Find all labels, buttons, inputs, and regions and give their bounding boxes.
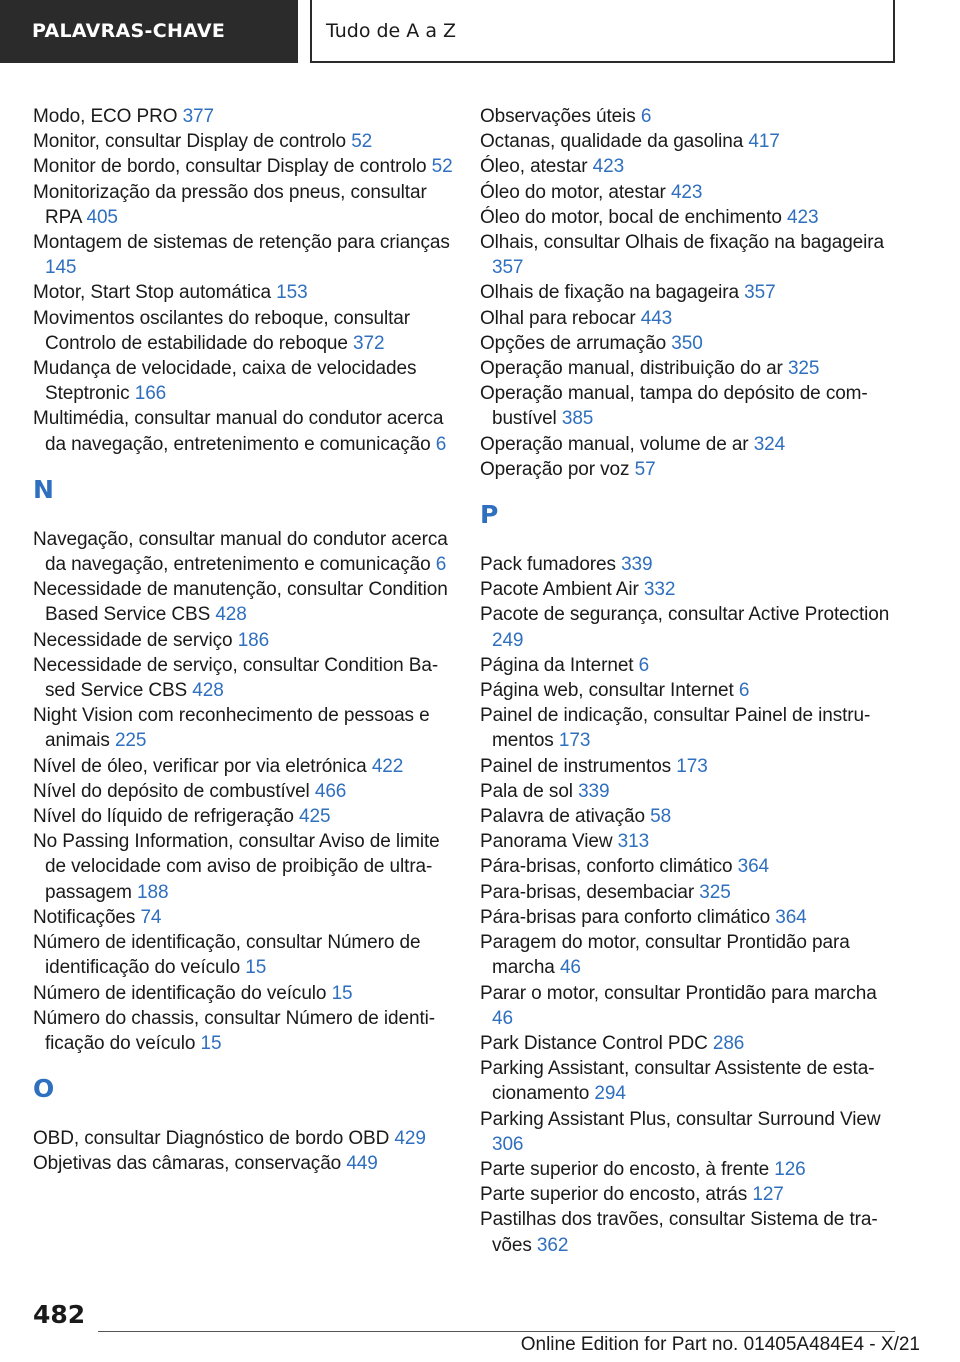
index-entry [33, 628, 453, 653]
index-letter-heading: P [480, 500, 499, 530]
page-number: 482 [33, 1300, 86, 1329]
index-entry-term: Página web, consultar Internet [480, 680, 739, 702]
index-entry-term: Número do chassis, consultar Número de identificação do veículo [33, 1007, 436, 1054]
index-entry-page-link[interactable]: 58 [650, 806, 672, 828]
page-subtitle: Tudo de A a Z [312, 0, 895, 63]
index-entry-term: Óleo do motor, atestar [480, 181, 671, 203]
index-entry [33, 527, 453, 577]
index-entry [33, 577, 453, 627]
index-entry-page-link[interactable]: 357 [744, 282, 776, 304]
index-entry-page-link[interactable]: 188 [137, 881, 169, 903]
index-entry [480, 280, 900, 305]
index-entry [33, 104, 453, 129]
index-entry [33, 180, 453, 230]
index-entry-page-link[interactable]: 225 [114, 730, 147, 752]
index-entry-page-link[interactable]: 166 [134, 383, 167, 405]
index-entry [33, 230, 453, 280]
index-entry-term: Mudança de velocidade, caixa de velocidades Steptronic [33, 358, 417, 405]
index-entry-page-link[interactable]: 15 [245, 957, 267, 979]
index-entry-term: Óleo do motor, bocal de enchimento [480, 206, 788, 228]
index-entry-page-link[interactable]: 74 [140, 906, 162, 928]
index-entry [33, 779, 453, 804]
index-entry [480, 1107, 900, 1157]
index-entry-page-link[interactable]: 325 [699, 881, 731, 903]
index-entry [480, 552, 900, 577]
index-entry-page-link[interactable]: 294 [594, 1083, 626, 1105]
index-entry-page-link[interactable]: 417 [748, 131, 780, 153]
index-entry [33, 1151, 453, 1176]
index-entry [33, 306, 453, 356]
index-entry-term: Monitor, consultar Display de controlo [33, 131, 352, 153]
index-entry [480, 754, 900, 779]
index-entry-term: Necessidade de manutenção, consultar Condition Based Service CBS [33, 579, 448, 626]
index-entry-term: Olhais de fixação na bagageira [480, 282, 745, 304]
index-entry-page-link[interactable]: 350 [671, 332, 703, 354]
index-entry-term: Panorama View [480, 831, 618, 853]
index-entry-page-link[interactable]: 357 [492, 257, 524, 279]
index-entry [480, 432, 900, 457]
index-entry-term: Pacote Ambient Air [480, 579, 644, 601]
index-entry-page-link[interactable]: 405 [86, 206, 118, 228]
index-entry [480, 205, 900, 230]
index-entry [480, 457, 900, 482]
index-entry-page-link[interactable]: 6 [638, 654, 650, 676]
index-entry-page-link[interactable]: 15 [331, 982, 353, 1004]
index-entry-page-link[interactable]: 362 [536, 1234, 569, 1256]
index-entry-page-link[interactable]: 186 [237, 629, 270, 651]
index-entry-term: Observações úteis [480, 106, 641, 127]
footer-divider [98, 1331, 895, 1332]
index-entry [480, 1182, 900, 1207]
index-entry-term: Objetivas das câmaras, conservação [33, 1153, 347, 1175]
index-entry-term: Monitorização da pressão dos pneus, consultar RPA [33, 181, 427, 228]
index-entry [480, 804, 900, 829]
index-entry [480, 129, 900, 154]
index-entry [480, 356, 900, 381]
index-entry [480, 981, 900, 1031]
index-entry-term: Pacote de segurança, consultar Active Protection [480, 604, 890, 626]
index-entry-term: Olhal para rebocar [480, 307, 641, 329]
index-entry-page-link[interactable]: 6 [435, 554, 447, 576]
index-entry-page-link[interactable]: 429 [394, 1128, 426, 1150]
index-entry-page-link[interactable]: 126 [774, 1158, 806, 1180]
index-entry-page-link[interactable]: 15 [200, 1032, 222, 1054]
index-entry-term: Multimédia, consultar manual do condutor acerca da navegação, entretenimento e comunicação [33, 408, 444, 455]
index-entry [33, 653, 453, 703]
index-entry-term: Nível do depósito de combustível [33, 780, 315, 802]
index-entry [480, 1031, 900, 1056]
index-entry-page-link[interactable]: 324 [753, 433, 786, 455]
index-column-left [33, 104, 453, 1177]
index-entry-term: Pack fumadores [480, 554, 622, 576]
index-entry [33, 804, 453, 829]
index-entry-page-link[interactable]: 52 [351, 131, 373, 153]
index-entry-term: Necessidade de serviço [33, 629, 238, 651]
index-entry-page-link[interactable]: 339 [578, 780, 610, 802]
index-entry-page-link[interactable]: 6 [738, 680, 750, 702]
index-entry-term: Montagem de sistemas de retenção para crianças [33, 232, 450, 254]
index-entry [480, 678, 900, 703]
index-entry-term: Óleo, atestar [480, 156, 593, 178]
index-entry-term: Movimentos oscilantes do reboque, consultar Controlo de estabilidade do reboque [33, 307, 410, 354]
index-entry [33, 829, 453, 905]
index-entry [480, 1056, 900, 1106]
index-entry [33, 754, 453, 779]
index-entry-term: Necessidade de serviço, consultar Condition Based Service CBS [33, 654, 439, 702]
index-entry-term: Operação manual, distribuição do ar [480, 358, 788, 380]
index-entry-page-link[interactable]: 249 [492, 629, 524, 651]
index-entry [480, 905, 900, 930]
index-entry [480, 829, 900, 854]
index-entry-term: Monitor de bordo, consultar Display de controlo [33, 156, 432, 178]
index-entry-page-link[interactable]: 422 [371, 755, 404, 777]
index-entry [480, 577, 900, 602]
section-tab: PALAVRAS-CHAVE [0, 0, 298, 63]
index-entry-term: OBD, consultar Diagnóstico de bordo OBD [33, 1128, 395, 1150]
index-entry [33, 129, 453, 154]
index-entry-term: Operação por voz [480, 458, 635, 480]
index-entry-page-link[interactable]: 385 [561, 408, 594, 430]
index-entry-page-link[interactable]: 377 [182, 106, 214, 127]
index-entry-term: No Passing Information, consultar Aviso de limite de velocidade com aviso de proibição de ultrapassagem [33, 831, 440, 903]
index-entry-page-link[interactable]: 286 [712, 1032, 745, 1054]
index-entry-page-link[interactable]: 339 [621, 554, 653, 576]
index-entry [33, 930, 453, 980]
index-column-right [480, 104, 900, 1258]
index-entry [480, 1207, 900, 1257]
index-entry-page-link[interactable]: 46 [559, 957, 581, 979]
index-entry-page-link[interactable]: 443 [640, 307, 673, 329]
index-entry-term: Parte superior do encosto, atrás [480, 1184, 753, 1206]
index-entry [480, 1157, 900, 1182]
index-entry-term: Paragem do motor, consultar Prontidão para marcha [480, 932, 850, 979]
index-entry [480, 381, 900, 431]
index-entry-page-link[interactable]: 332 [643, 579, 676, 601]
index-entry [480, 703, 900, 753]
index-entry-term: Nível do líquido de refrigeração [33, 806, 300, 828]
index-entry-term: Painel de indicação, consultar Painel de instrumentos [480, 705, 871, 752]
index-entry [33, 1126, 453, 1151]
index-entry-term: Parking Assistant, consultar Assistente de estacionamento [480, 1058, 875, 1105]
index-entry [480, 154, 900, 179]
index-entry-page-link[interactable]: 423 [670, 181, 703, 203]
index-entry-term: Número de identificação do veículo [33, 982, 332, 1004]
edition-info: Online Edition for Part no. 01405A484E4 - X/21 [520, 1334, 920, 1355]
index-letter-heading: O [33, 1074, 55, 1104]
index-entry [33, 280, 453, 305]
index-entry-page-link[interactable]: 428 [192, 680, 224, 702]
index-entry-page-link[interactable]: 449 [346, 1153, 378, 1175]
index-entry-page-link[interactable]: 313 [617, 831, 650, 853]
index-entry-term: Operação manual, tampa do depósito de combustível [480, 383, 868, 430]
index-entry [33, 406, 453, 456]
index-entry [480, 779, 900, 804]
index-entry-term: Opções de arrumação [480, 332, 672, 354]
index-entry-term: Octanas, qualidade da gasolina [480, 131, 749, 153]
index-entry-term: Pára-brisas para conforto climático [480, 906, 776, 928]
index-entry-page-link[interactable]: 173 [558, 730, 591, 752]
index-entry-page-link[interactable]: 428 [215, 604, 247, 626]
index-entry [480, 653, 900, 678]
index-entry-page-link[interactable]: 364 [775, 906, 807, 928]
index-entry-page-link[interactable]: 127 [752, 1184, 784, 1206]
index-entry-term: Night Vision com reconhecimento de pessoas e animais [33, 705, 430, 752]
index-letter-heading: N [33, 474, 54, 504]
index-entry [33, 981, 453, 1006]
index-entry-term: Park Distance Control PDC [480, 1032, 713, 1054]
index-entry-page-link[interactable]: 173 [676, 755, 708, 777]
index-entry [33, 154, 453, 179]
index-entry [480, 880, 900, 905]
index-entry-term: Pára-brisas, conforto climático [480, 856, 738, 878]
index-entry-term: Palavra de ativação [480, 806, 651, 828]
index-entry [480, 854, 900, 879]
index-entry-term: Motor, Start Stop automática [33, 282, 277, 304]
index-entry-term: Olhais, consultar Olhais de fixação na bagageira [480, 232, 884, 254]
index-entry [480, 602, 900, 652]
index-entry-page-link[interactable]: 57 [634, 458, 656, 480]
index-entry-page-link[interactable]: 46 [492, 1007, 513, 1029]
index-entry-term: Nível de óleo, verificar por via eletrónica [33, 755, 372, 777]
index-entry [480, 180, 900, 205]
index-entry-page-link[interactable]: 372 [353, 332, 385, 354]
index-entry-term: Pala de sol [480, 780, 579, 802]
index-entry [480, 230, 900, 280]
index-entry [33, 905, 453, 930]
index-entry-page-link[interactable]: 153 [276, 282, 308, 304]
index-entry-page-link[interactable]: 52 [431, 156, 453, 178]
index-entry-term: Operação manual, volume de ar [480, 433, 754, 455]
index-entry-term: Parar o motor, consultar Prontidão para marcha [480, 982, 877, 1004]
index-entry [480, 331, 900, 356]
index-entry [33, 1006, 453, 1056]
index-entry-term: Notificações [33, 906, 141, 928]
index-entry-term: Página da Internet [480, 654, 639, 676]
index-entry-page-link[interactable]: 6 [640, 106, 652, 127]
index-entry-term: Número de identificação, consultar Número de identificação do veículo [33, 932, 421, 979]
index-entry-page-link[interactable]: 423 [787, 206, 819, 228]
index-entry-term: Parking Assistant Plus, consultar Surround View [480, 1108, 881, 1130]
index-entry-term: Parte superior do encosto, à frente [480, 1158, 775, 1180]
index-entry-term: Navegação, consultar manual do condutor acerca da navegação, entretenimento e comunicação [33, 528, 448, 576]
index-entry-term: Painel de instrumentos [480, 755, 677, 777]
index-entry-page-link[interactable]: 364 [737, 856, 770, 878]
index-entry [33, 703, 453, 753]
index-entry-page-link[interactable]: 145 [45, 257, 77, 279]
index-entry-page-link[interactable]: 306 [492, 1133, 524, 1155]
index-entry [480, 104, 900, 129]
index-entry-term: Para-brisas, desembaciar [480, 881, 700, 903]
index-entry [33, 356, 453, 406]
index-entry-page-link[interactable]: 325 [787, 358, 820, 380]
index-entry-page-link[interactable]: 425 [299, 806, 331, 828]
index-entry-page-link[interactable]: 423 [592, 156, 625, 178]
index-entry-page-link[interactable]: 6 [435, 433, 447, 455]
index-entry-term: Pastilhas dos travões, consultar Sistema de travões [480, 1209, 878, 1256]
index-entry-page-link[interactable]: 466 [314, 780, 347, 802]
index-entry [480, 930, 900, 980]
index-entry [480, 306, 900, 331]
index-entry-term: Modo, ECO PRO [33, 106, 183, 127]
